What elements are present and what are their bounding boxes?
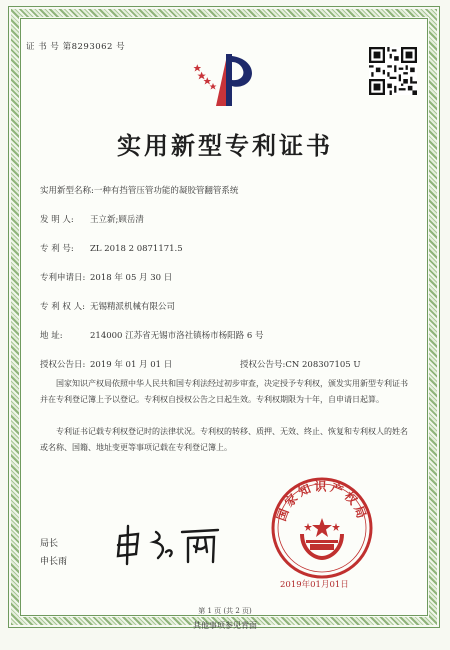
field-filing-date: [40, 271, 172, 283]
footer-note: 其他事项参见背面: [193, 621, 257, 630]
field-value: 无锡精派机械有限公司: [90, 302, 176, 312]
svg-text:国家知识产权局: [274, 478, 369, 522]
field-inventor: [40, 213, 144, 225]
field-patentee: [40, 300, 175, 312]
field-value: 214000 江苏省无锡市洛社镇杨市杨阳路 6 号: [90, 331, 264, 341]
field-patent-number: [40, 242, 183, 254]
field-utility-model-name: [40, 184, 238, 196]
field-value: CN 208307105 U: [285, 360, 361, 370]
legal-status-paragraph: [40, 424, 412, 456]
field-value: 2018 年 05 月 30 日: [90, 273, 173, 283]
paragraph-text: 专利证书记载专利权登记时的法律状况。专利权的转移、质押、无效、终止、恢复和专利权人的姓名或名称、国籍、地址变更等事项记载在专利登记簿上。: [40, 427, 408, 452]
field-label: 发 明 人:: [40, 215, 74, 225]
field-value: 王立新;顾岳清: [90, 215, 144, 225]
grant-statement-paragraph: [40, 376, 412, 408]
signature-title: 局长: [40, 539, 59, 549]
field-label: 地 址:: [40, 331, 63, 341]
page-number: 第 1 页 (共 2 页): [198, 607, 252, 615]
qr-code-icon: [369, 47, 417, 95]
field-label: 专 利 号:: [40, 244, 74, 254]
field-label: 实用新型名称:: [40, 186, 94, 196]
handwritten-signature-icon: [110, 522, 230, 566]
field-value: ZL 2018 2 0871171.5: [90, 244, 183, 254]
seal-text: 国家知识产权局: [274, 479, 370, 523]
field-value: 一种有挡管压管功能的凝胶管翻管系统: [93, 186, 239, 196]
field-address: [40, 329, 263, 341]
official-seal-icon: [270, 476, 374, 580]
cnipa-logo-icon: [188, 50, 258, 110]
field-value: 2019 年 01 月 01 日: [90, 360, 173, 370]
document-title: 实用新型专利证书: [117, 131, 333, 160]
field-label: 授权公告日:: [40, 360, 86, 370]
seal-date: 2019年01月01日: [280, 580, 349, 590]
certificate-number: 证 书 号 第8293062 号: [26, 42, 126, 52]
field-grant-date: [40, 358, 172, 370]
paragraph-text: 国家知识产权局依照中华人民共和国专利法经过初步审查，决定授予专利权，颁发实用新型专利证书并在专利登记簿上予以登记。专利权自授权公告之日起生效。专利权期限为十年，自申请日起算。: [40, 379, 408, 404]
field-grant-number: [240, 358, 361, 370]
field-label: 专利申请日:: [40, 273, 86, 283]
field-label: 授权公告号:: [240, 360, 286, 370]
signature-name: 申长雨: [40, 557, 68, 567]
field-label: 专 利 权 人:: [40, 302, 85, 312]
